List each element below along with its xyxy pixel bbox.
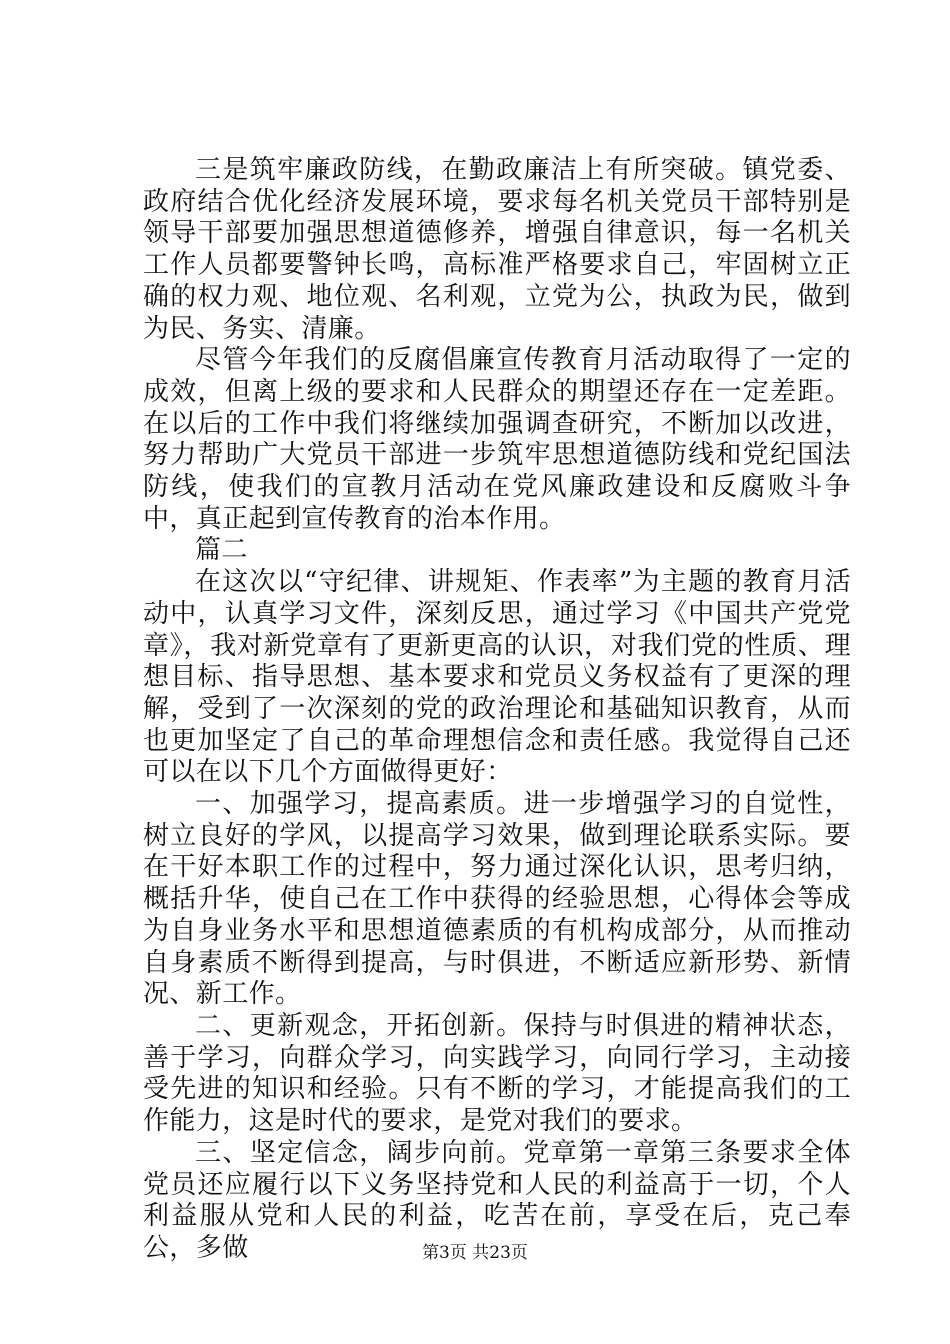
page-number-footer: 第3页 共23页	[422, 1243, 528, 1263]
paragraph-6: 三、坚定信念，阔步向前。党章第一章第三条要求全体党员还应履行以下义务坚持党和人民的利益高于一切，个人利益服从党和人民的利益，吃苦在前，享受在后，克己奉公，多做	[143, 1137, 851, 1263]
section-heading: 篇二	[195, 535, 248, 566]
paragraph-3: 在这次以“守纪律、讲规矩、作表率”为主题的教育月活动中，认真学习文件，深刻反思，通过学习《中国共产党党章》，我对新党章有了更新更高的认识，对我们党的性质、理想目标、指导思想、基本要求和党员义务权益有了更深的理解，受到了一次深刻的党的政治理论和基础知识教育，从而也更加坚定了自己的革命理想信念和责任感。我觉得自己还可以在以下几个方面做得更好：	[143, 567, 851, 788]
paragraph-5: 二、更新观念，开拓创新。保持与时俱进的精神状态，善于学习，向群众学习，向实践学习，向同行学习，主动接受先进的知识和经验。只有不断的学习，才能提高我们的工作能力，这是时代的要求，是党对我们的要求。	[143, 1010, 851, 1137]
paragraph-2: 尽管今年我们的反腐倡廉宣传教育月活动取得了一定的成效，但离上级的要求和人民群众的期望还存在一定差距。在以后的工作中我们将继续加强调查研究，不断加以改进，努力帮助广大党员干部进一步筑牢思想道德防线和党纪国法防线，使我们的宣教月活动在党风廉政建设和反腐败斗争中，真正起到宣传教育的治本作用。	[143, 345, 851, 534]
document-body	[143, 155, 851, 1265]
paragraph-4: 一、加强学习，提高素质。进一步增强学习的自觉性，树立良好的学风，以提高学习效果，做到理论联系实际。要在干好本职工作的过程中，努力通过深化认识，思考归纳，概括升华，使自己在工作中获得的经验思想，心得体会等成为自身业务水平和思想道德素质的有机构成部分，从而推动自身素质不断得到提高，与时俱进，不断适应新形势、新情况、新工作。	[143, 789, 851, 1010]
paragraph-1: 三是筑牢廉政防线，在勤政廉洁上有所突破。镇党委、政府结合优化经济发展环境，要求每名机关党员干部特别是领导干部要加强思想道德修养，增强自律意识，每一名机关工作人员都要警钟长鸣，高标准严格要求自己，牢固树立正确的权力观、地位观、名利观，立党为公，执政为民，做到为民、务实、清廉。	[143, 155, 851, 344]
